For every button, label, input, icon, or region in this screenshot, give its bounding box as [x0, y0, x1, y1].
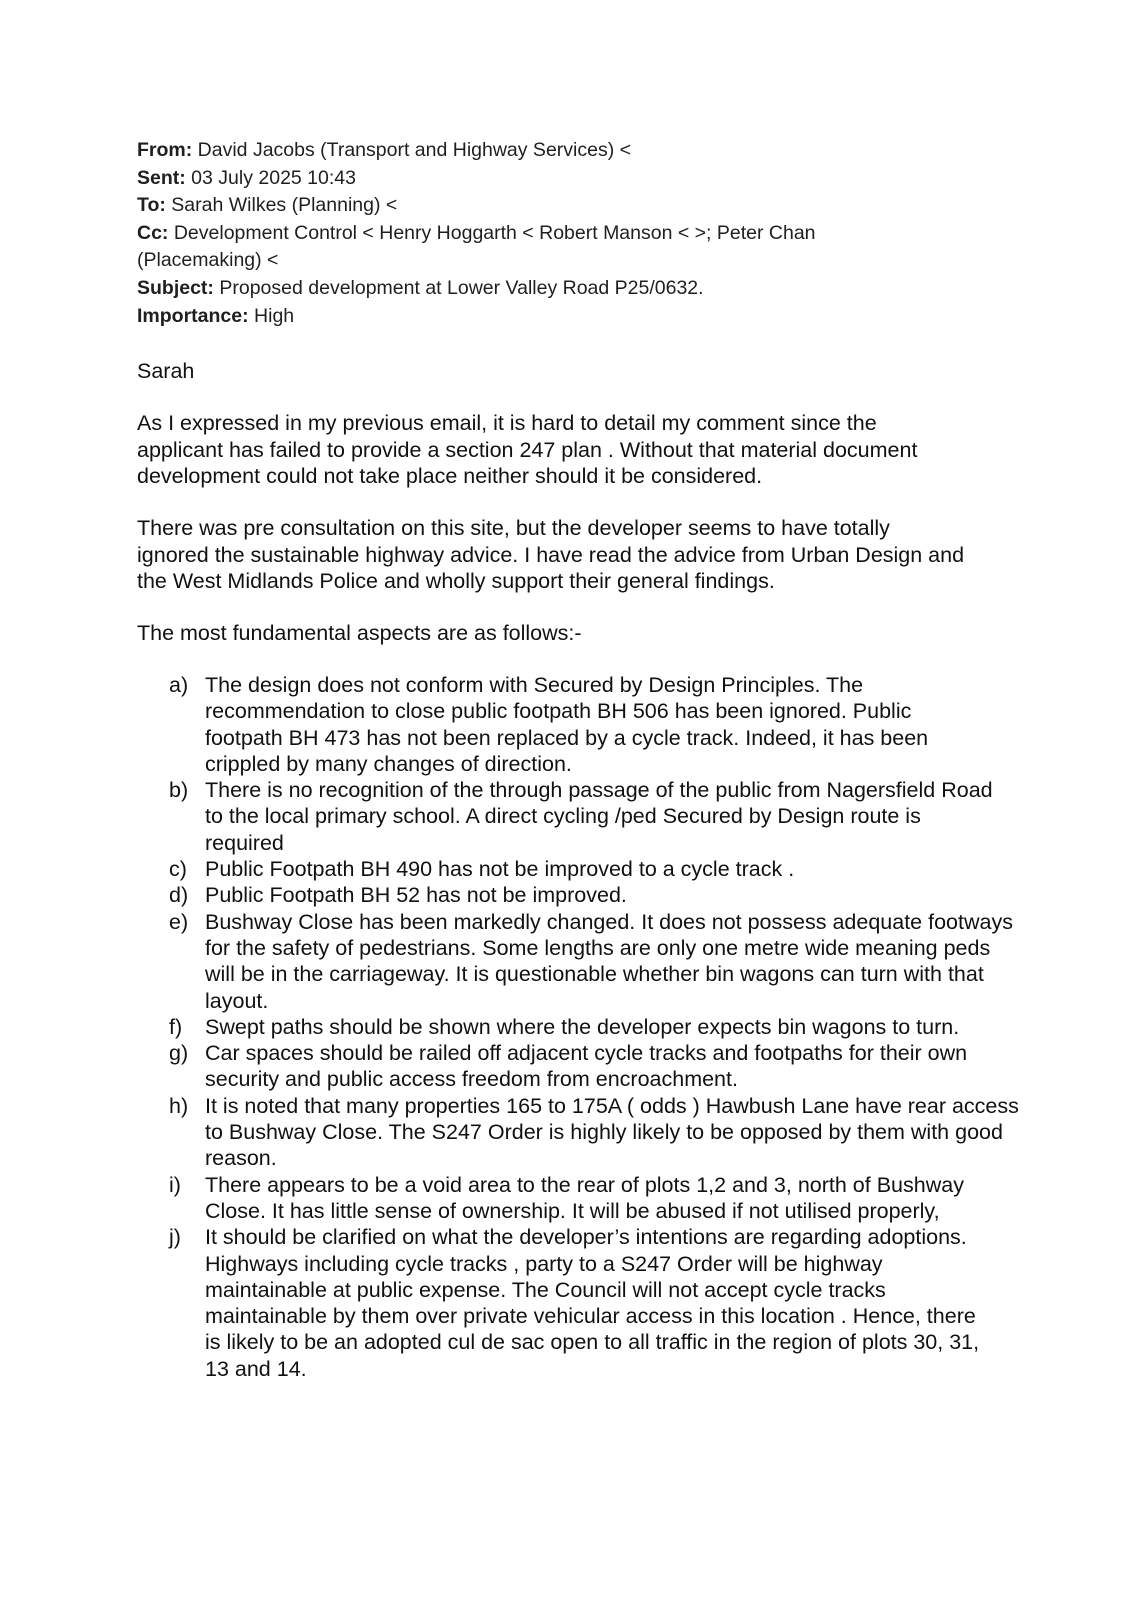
list-item-text: There is no recognition of the through passage of the public from Nagersfield Road to the local primary school. A direct cycling /ped Secured by Design route is required: [205, 778, 993, 855]
email-header: [137, 137, 997, 330]
list-item-text: Swept paths should be shown where the developer expects bin wagons to turn.: [205, 1014, 960, 1039]
list-marker: b): [169, 778, 189, 803]
list-item: [169, 909, 1015, 1014]
sent-label: Sent:: [137, 166, 186, 189]
list-item: [169, 1172, 1025, 1225]
list-item: [169, 777, 1005, 856]
importance-value: High: [254, 304, 295, 327]
subject-label: Subject:: [137, 276, 214, 299]
list-item-text: Bushway Close has been markedly changed. It does not possess adequate footways for the safety of pedestrians. Some lengths are only one metre wide meaning peds will be in the carriageway. It is questionable whether bin wagons can turn with that layout.: [205, 909, 1013, 1013]
from-value: David Jacobs (Transport and Highway Services) <: [197, 139, 632, 161]
list-marker: d): [169, 883, 189, 908]
sent-line: [137, 165, 997, 193]
list-marker: j): [169, 1225, 181, 1250]
list-item-text: The design does not conform with Secured by Design Principles. The recommendation to close public footpath BH 506 has been ignored. Public footpath BH 473 has not been replaced by a cycle track. Indeed, it has been crippled by many changes of direction.: [205, 673, 929, 776]
paragraph-2: [137, 515, 967, 595]
list-marker: i): [169, 1172, 181, 1197]
cc-line: [137, 220, 857, 275]
list-marker: a): [169, 673, 189, 697]
salutation-text: Sarah: [137, 359, 195, 383]
sent-value: 03 July 2025 10:43: [191, 166, 356, 189]
cc-value: Development Control < Henry Hoggarth < Robert Manson < >; Peter Chan (Placemaking) <: [137, 221, 816, 272]
from-label: From:: [137, 139, 193, 161]
from-line: [137, 137, 997, 165]
list-item-text: There appears to be a void area to the rear of plots 1,2 and 3, north of Bushway Close. It has little sense of ownership. It will be abused if not utilised properly,: [205, 1172, 964, 1223]
importance-label: Importance:: [137, 304, 249, 327]
list-item: [169, 672, 965, 777]
paragraph-1-text: As I expressed in my previous email, it is hard to detail my comment since the applicant has failed to provide a section 247 plan . Without that material document development could not take place neither should it be considered.: [137, 411, 918, 488]
list-marker: e): [169, 909, 189, 934]
list-item: [169, 856, 1009, 882]
list-item: [169, 1040, 1005, 1093]
list-item-text: Public Footpath BH 52 has not be improved.: [205, 883, 627, 908]
aspects-list: [169, 672, 1019, 1382]
list-item: [169, 1014, 985, 1040]
salutation: [137, 358, 1017, 385]
to-label: To:: [137, 194, 166, 217]
list-item: [169, 1093, 1035, 1172]
list-marker: h): [169, 1093, 189, 1118]
list-marker: c): [169, 857, 187, 882]
subject-line: [137, 275, 997, 303]
list-marker: g): [169, 1041, 189, 1066]
list-item-text: Car spaces should be railed off adjacent cycle tracks and footpaths for their own security and public access freedom from encroachment.: [205, 1041, 968, 1092]
list-item-text: Public Footpath BH 490 has not be improved to a cycle track .: [205, 857, 795, 882]
paragraph-2-text: There was pre consultation on this site, but the developer seems to have totally ignored the sustainable highway advice. I have read the advice from Urban Design and the West Midlands Police and wholly support their general findings.: [137, 516, 965, 593]
importance-line: [137, 303, 997, 331]
list-item-text: It is noted that many properties 165 to 175A ( odds ) Hawbush Lane have rear access to Bushway Close. The S247 Order is highly likely to be opposed by them with good reason.: [205, 1093, 1019, 1171]
list-item-text: It should be clarified on what the developer’s intentions are regarding adoptions. Highways including cycle tracks , party to a S247 Order will be highway maintainable at public expense. The Council will not accept cycle tracks maintainable by them over private vehicular access in this location . Hence, there is likely to be an adopted cul de sac open to all traffic in the region of plots 30, 31, 13 and 14.: [205, 1225, 980, 1381]
paragraph-3-text: The most fundamental aspects are as follows:-: [137, 621, 582, 645]
list-item: [169, 1224, 995, 1382]
to-value: Sarah Wilkes (Planning) <: [171, 194, 398, 217]
list-marker: f): [169, 1014, 183, 1039]
to-line: [137, 192, 997, 220]
paragraph-1: [137, 410, 967, 490]
subject-value: Proposed development at Lower Valley Road P25/0632.: [219, 276, 704, 299]
list-item: [169, 882, 1009, 908]
cc-label: Cc:: [137, 221, 169, 244]
paragraph-3: [137, 620, 1017, 647]
